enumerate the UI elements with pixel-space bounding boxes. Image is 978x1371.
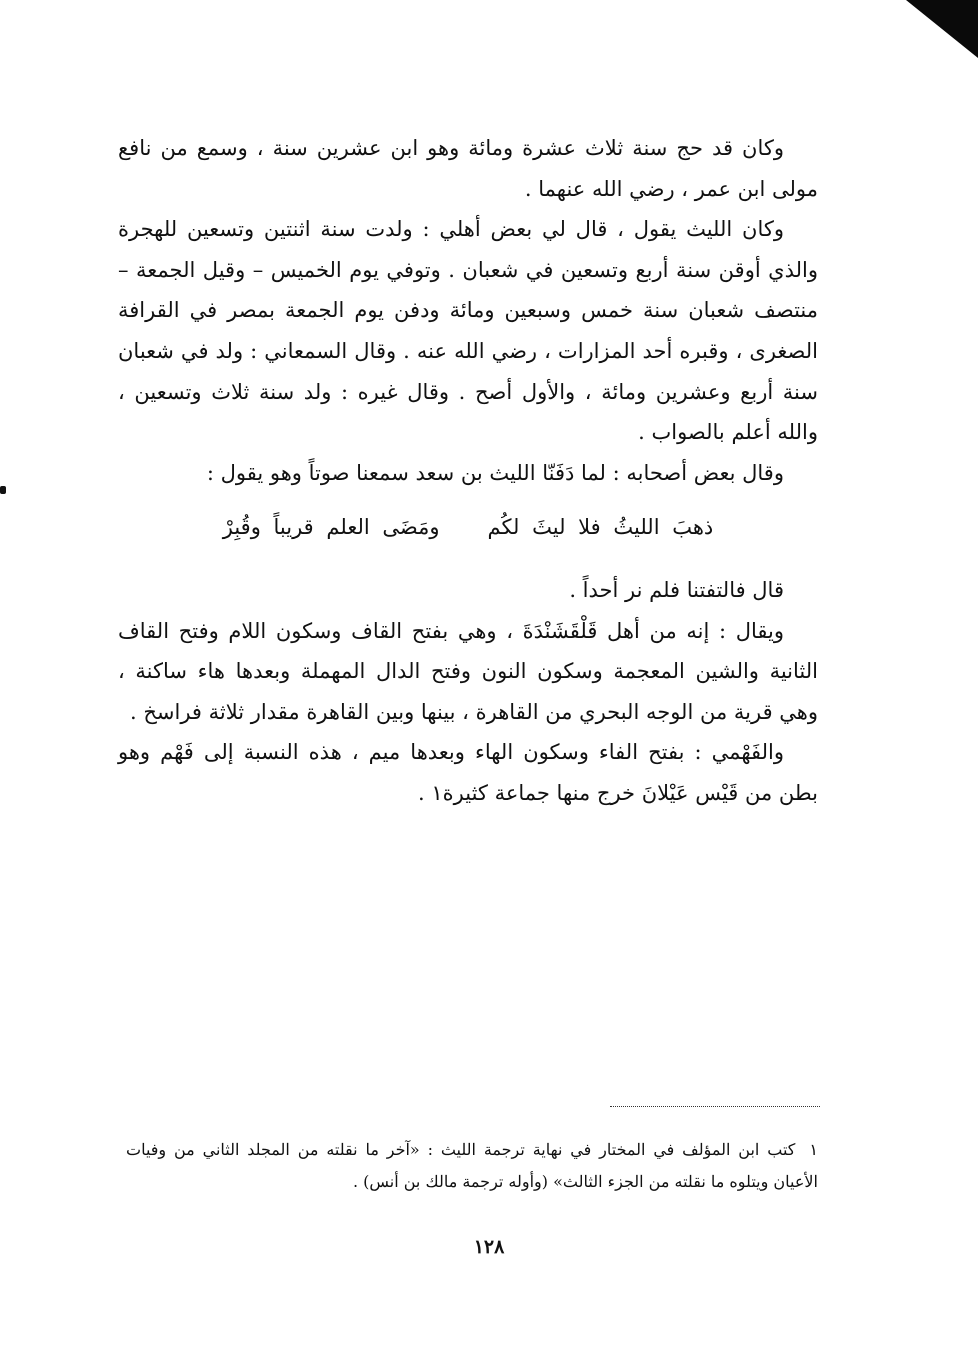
footnote-paragraph: [126, 1134, 818, 1198]
footnote-text: كتب ابن المؤلف في المختار في نهاية ترجمة الليث : «آخر ما نقلته من المجلد الثاني من وفيات الأعيان ويتلوه ما نقلته من الجزء الثالث» (وأوله ترجمة مالك بن أنس) .: [126, 1140, 818, 1191]
page-corner-mark: [906, 0, 978, 58]
paragraph-turned-around: قال فالتفتنا فلم نر أحداً .: [569, 577, 784, 602]
main-text-block: [118, 128, 818, 814]
paragraph-hajj: وكان قد حج سنة ثلاث عشرة ومائة وهو ابن عشرين سنة ، وسمع من نافع مولى ابن عمر ، رضي الله عنهما .: [118, 136, 818, 201]
paragraph-birth-death: وكان الليث يقول ، قال لي بعض أهلي : ولدت سنة اثنتين وتسعين للهجرة والذي أوقن سنة أربع وتسعين في شعبان . وتوفي يوم الخميس – وقيل الجمعة – منتصف شعبان سنة خمس وسبعين ومائة ودفن يوم الجمعة بمصر في القرافة الصغرى ، وقبره أحد المزارات ، رضي الله عنه . وقال السمعاني : ولد في شعبان سنة أربع وعشرين ومائة ، والأول أصح . وقال غيره : ولد سنة ثلاث وتسعين ، والله أعلم بالصواب .: [118, 217, 818, 445]
paragraph-fahmi: والفَهْمي : بفتح الفاء وسكون الهاء وبعدها ميم ، هذه النسبة إلى فَهْم وهو بطن من قَيْس عَيْلانَ خرج منها جماعة كثيرة١ .: [118, 740, 818, 805]
scan-edge-mark: [0, 486, 6, 494]
footnote: [126, 1134, 818, 1198]
footnote-divider: [610, 1106, 820, 1107]
verse-second-hemistich: ومَضَى العلم قريباً وقُبِرْ: [222, 515, 440, 540]
verse-first-hemistich: ذهبَ الليثُ فلا ليثَ لكُم: [487, 515, 714, 540]
paragraph-qalqashanda: ويقال : إنه من أهل قَلْقَشَنْدَةَ ، وهي بفتح القاف وسكون اللام وفتح القاف الثانية والشين المعجمة وسكون النون وفتح الدال المهملة وبعدها هاء ساكنة ، وهي قرية من الوجه البحري من القاهرة ، بينها وبين القاهرة مقدار ثلاثة فراسخ .: [118, 618, 818, 724]
page-number: ١٢٨: [473, 1236, 505, 1258]
footnote-marker: ١: [809, 1140, 818, 1159]
verse-line: [118, 507, 818, 548]
paragraph-burial-voice: وقال بعض أصحابه : لما دَفَنّا الليث بن سعد سمعنا صوتاً وهو يقول :: [206, 460, 784, 485]
